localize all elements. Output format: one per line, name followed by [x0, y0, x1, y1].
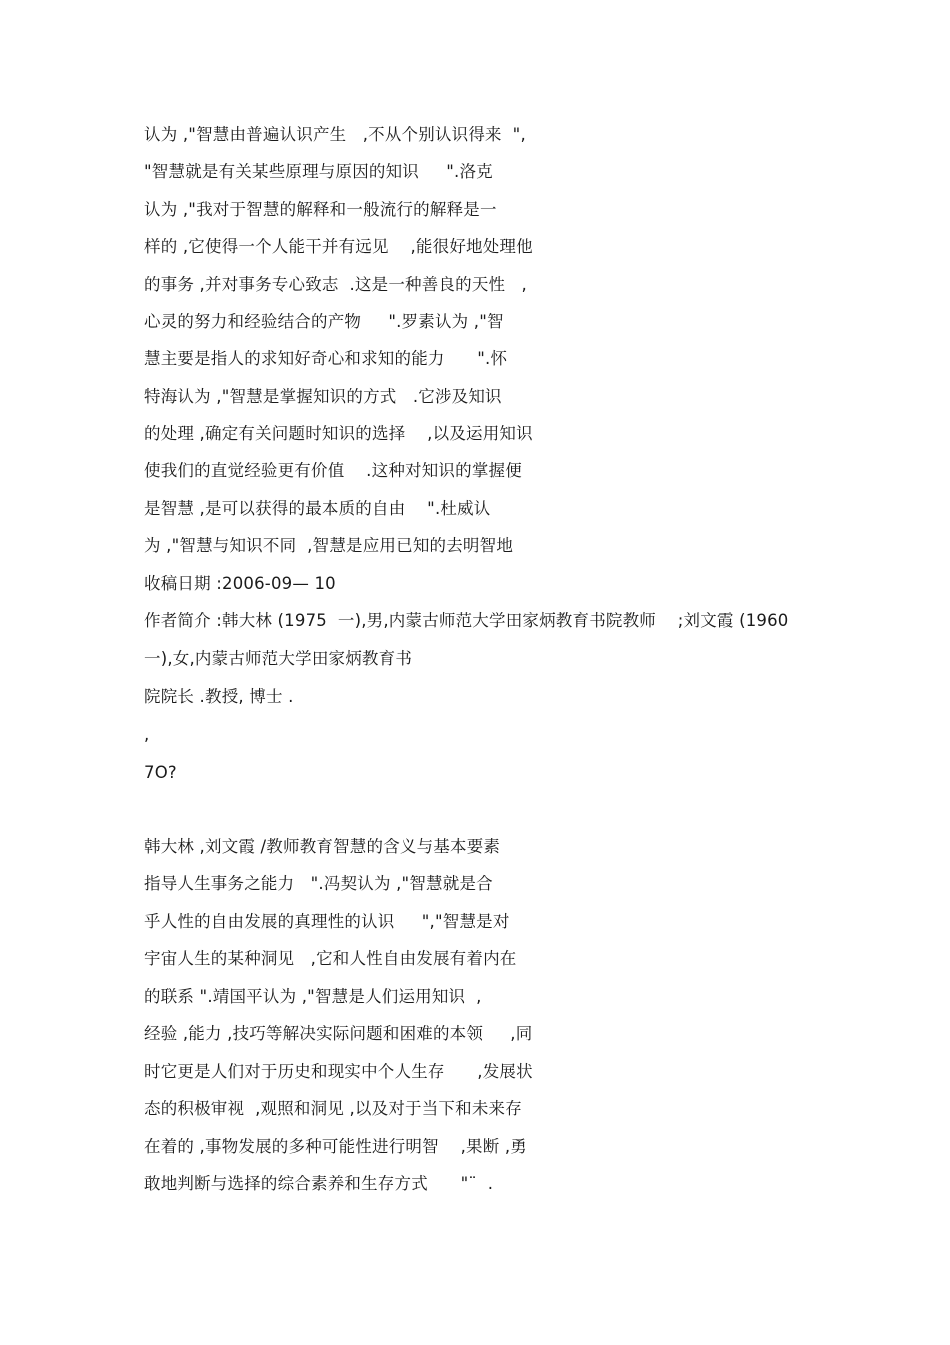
text-line: 态的积极审视 ,观照和洞见 ,以及对于当下和未来存 — [144, 1099, 522, 1118]
text-line: 使我们的直觉经验更有价值 .这种对知识的掌握便 — [144, 461, 522, 480]
running-header: 韩大林 ,刘文霞 /教师教育智慧的含义与基本要素 — [144, 837, 501, 856]
author-bio-line: 院院长 .教授, 博士 . — [144, 687, 294, 706]
text-line: 认为 ,"智慧由普遍认识产生 ,不从个别认识得来 ", — [144, 125, 526, 144]
text-line: "智慧就是有关某些原理与原因的知识 ".洛克 — [144, 162, 493, 181]
text-line: 的处理 ,确定有关问题时知识的选择 ,以及运用知识 — [144, 424, 533, 443]
author-bio-line: 一),女,内蒙古师范大学田家炳教育书 — [144, 649, 413, 668]
text-line: 指导人生事务之能力 ".冯契认为 ,"智慧就是合 — [144, 874, 493, 893]
text-line: 宇宙人生的某种洞见 ,它和人性自由发展有着内在 — [144, 949, 517, 968]
text-line: 敢地判断与选择的综合素养和生存方式 "¨ . — [144, 1174, 494, 1193]
stray-comma: , — [144, 725, 150, 744]
text-line: 经验 ,能力 ,技巧等解决实际问题和困难的本领 ,同 — [144, 1024, 533, 1043]
text-line: 时它更是人们对于历史和现实中个人生存 ,发展状 — [144, 1062, 533, 1081]
author-bio-line: 作者简介 :韩大林 (1975 一),男,内蒙古师范大学田家炳教育书院教师 ;刘文霞 (1960 — [144, 611, 789, 630]
text-line: 认为 ,"我对于智慧的解释和一般流行的解释是一 — [144, 200, 497, 219]
text-line: 慧主要是指人的求知好奇心和求知的能力 ".怀 — [144, 349, 508, 368]
text-line: 的事务 ,并对事务专心致志 .这是一种善良的天性 , — [144, 275, 528, 294]
text-line: 为 ,"智慧与知识不同 ,智慧是应用已知的去明智地 — [144, 536, 514, 555]
text-line: 乎人性的自由发展的真理性的认识 ","智慧是对 — [144, 912, 510, 931]
text-line: 的联系 ".靖国平认为 ,"智慧是人们运用知识 , — [144, 987, 482, 1006]
text-line: 在着的 ,事物发展的多种可能性进行明智 ,果断 ,勇 — [144, 1137, 528, 1156]
received-date: 收稿日期 :2006-09— 10 — [144, 574, 336, 593]
text-line: 心灵的努力和经验结合的产物 ".罗素认为 ,"智 — [144, 312, 504, 331]
text-line: 样的 ,它使得一个人能干并有远见 ,能很好地处理他 — [144, 237, 533, 256]
page-number: 7O? — [144, 763, 177, 782]
text-line: 特海认为 ,"智慧是掌握知识的方式 .它涉及知识 — [144, 387, 502, 406]
text-line: 是智慧 ,是可以获得的最本质的自由 ".杜威认 — [144, 499, 491, 518]
